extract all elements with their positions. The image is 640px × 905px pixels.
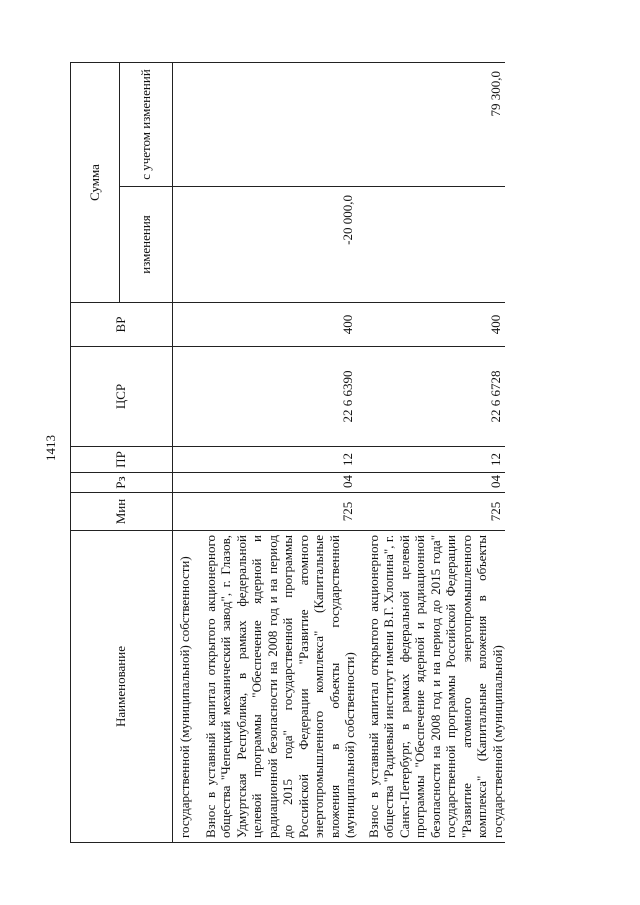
header-name: Наименование	[71, 531, 173, 843]
row-changes: -20 000,0	[201, 187, 358, 303]
row-name: Взнос в уставный капитал открытого акционерного общества "Чепецкий механический завод", г. Глазов, Удмуртская Республика, в рамках федеральной целевой программы "Обеспечение ядерной и радиационной безопасности на 2008 год и на период до 2015 года" государственной программы Российской Федерации "Развитие атомного энергопромышленного комплекса" (Капитальные вложения в объекты государственной (муниципальной) собственности)	[201, 531, 358, 843]
table-body	[173, 63, 506, 843]
row-csr: 22 6 6390	[201, 347, 358, 447]
row-rz: 04	[201, 473, 358, 493]
row-with-changes: 79 300,0	[358, 63, 506, 187]
table-row	[201, 63, 358, 843]
row-with-changes	[201, 63, 358, 187]
row-vr: 400	[201, 303, 358, 347]
budget-table	[70, 62, 505, 843]
header-with-changes: с учетом изменений	[120, 63, 173, 187]
row-name: Взнос в уставный капитал открытого акционерного общества "Радиевый институт имени В.Г. Хлопина", г. Санкт-Петербург, в рамках федеральной целевой программы "Обеспечение ядерной и радиационной безопасности на 2008 год и на период до 2015 года" государственной программы Российской Федерации "Развитие атомного энергопромышленного комплекса" (Капитальные вложения в объекты государственной (муниципальной)	[358, 531, 506, 843]
budget-table-sheet	[70, 63, 590, 843]
row-changes	[358, 187, 506, 303]
header-sum: Сумма	[71, 63, 120, 303]
row-vr: 400	[358, 303, 506, 347]
page-number: 1413	[43, 435, 58, 461]
row-pr: 12	[358, 447, 506, 473]
row-min: 725	[358, 493, 506, 531]
table-row	[358, 63, 506, 843]
header-changes: изменения	[120, 187, 173, 303]
header-vr: ВР	[71, 303, 173, 347]
table-header	[71, 63, 173, 843]
header-csr: ЦСР	[71, 347, 173, 447]
header-rz: Рз	[71, 473, 173, 493]
row-csr: 22 6 6728	[358, 347, 506, 447]
row-pr: 12	[201, 447, 358, 473]
table-row-continuation	[173, 63, 201, 843]
continuation-text: государственной (муниципальной) собственности)	[173, 531, 201, 843]
row-min: 725	[201, 493, 358, 531]
header-pr: ПР	[71, 447, 173, 473]
header-min: Мин	[71, 493, 173, 531]
row-rz: 04	[358, 473, 506, 493]
